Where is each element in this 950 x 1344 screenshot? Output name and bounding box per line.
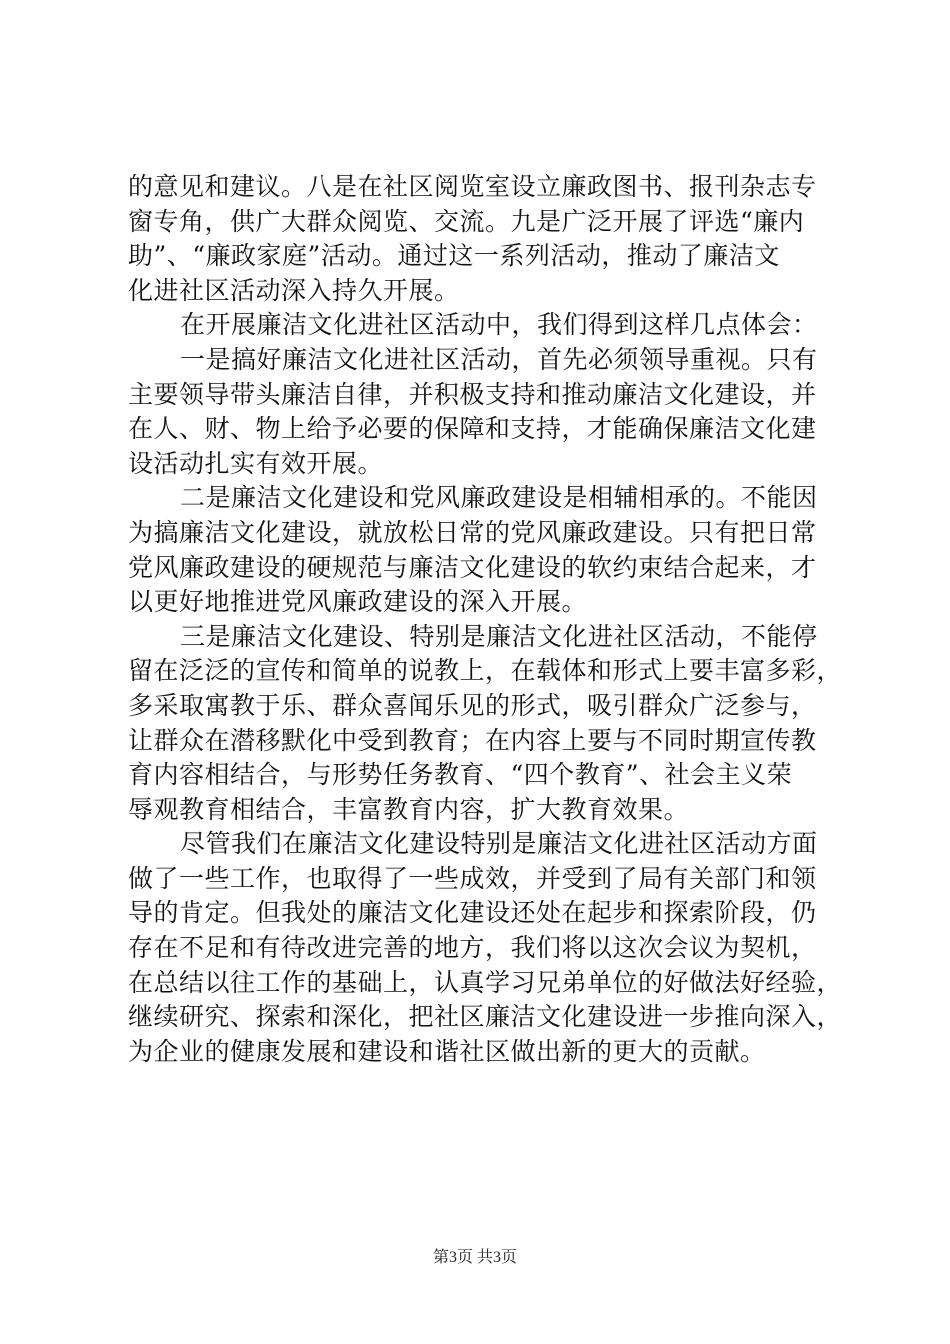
text-line: 辱观教育相结合，丰富教育内容，扩大教育效果。 (128, 794, 690, 824)
text-line: 的意见和建议。八是在社区阅览室设立廉政图书、报刊杂志专 (128, 172, 817, 201)
page-footer: 第3页 共3页 (432, 1249, 517, 1266)
text-line: 在开展廉洁文化进社区活动中，我们得到这样几点体会： (180, 310, 818, 340)
text-line: 助”、“廉政家庭”活动。通过这一系列活动，推动了廉洁文 (128, 241, 780, 271)
text-line: 导的肯定。但我处的廉洁文化建设还处在起步和探索阶段，仍 (128, 898, 817, 928)
text-line: 做了一些工作，也取得了一些成效，并受到了局有关部门和领 (128, 863, 817, 893)
text-line: 继续研究、探索和深化，把社区廉洁文化建设进一步推向深入， (128, 1002, 843, 1032)
text-line: 一是搞好廉洁文化进社区活动，首先必须领导重视。只有 (180, 344, 818, 374)
text-line: 党风廉政建设的硬规范与廉洁文化建设的软约束结合起来，才 (128, 552, 817, 582)
text-line: 留在泛泛的宣传和简单的说教上，在载体和形式上要丰富多彩， (128, 656, 843, 686)
text-line: 育内容相结合，与形势任务教育、“四个教育”、社会主义荣 (128, 760, 793, 790)
text-line: 主要领导带头廉洁自律，并积极支持和推动廉洁文化建设，并 (128, 379, 817, 409)
text-line: 化进社区活动深入持久开展。 (128, 275, 460, 305)
text-line: 在人、财、物上给予必要的保障和支持，才能确保廉洁文化建 (128, 414, 817, 444)
text-line: 窗专角，供广大群众阅览、交流。九是广泛开展了评选“廉内 (128, 206, 805, 236)
document-body (128, 170, 843, 1069)
text-line: 二是廉洁文化建设和党风廉政建设是相辅相承的。不能因 (180, 483, 818, 513)
text-line: 在总结以往工作的基础上，认真学习兄弟单位的好做法好经验， (128, 967, 843, 997)
text-line: 多采取寓教于乐、群众喜闻乐见的形式，吸引群众广泛参与， (128, 690, 817, 720)
text-line: 以更好地推进党风廉政建设的深入开展。 (128, 587, 588, 617)
text-line: 让群众在潜移默化中受到教育；在内容上要与不同时期宣传教 (128, 725, 817, 755)
text-line: 为企业的健康发展和建设和谐社区做出新的更大的贡献。 (128, 1036, 766, 1066)
text-line: 尽管我们在廉洁文化建设特别是廉洁文化进社区活动方面 (180, 829, 818, 859)
text-line: 为搞廉洁文化建设，就放松日常的党风廉政建设。只有把日常 (128, 517, 817, 547)
text-line: 三是廉洁文化建设、特别是廉洁文化进社区活动，不能停 (180, 621, 818, 651)
text-line: 设活动扎实有效开展。 (128, 448, 384, 478)
text-line: 存在不足和有待改进完善的地方，我们将以这次会议为契机， (128, 933, 817, 963)
